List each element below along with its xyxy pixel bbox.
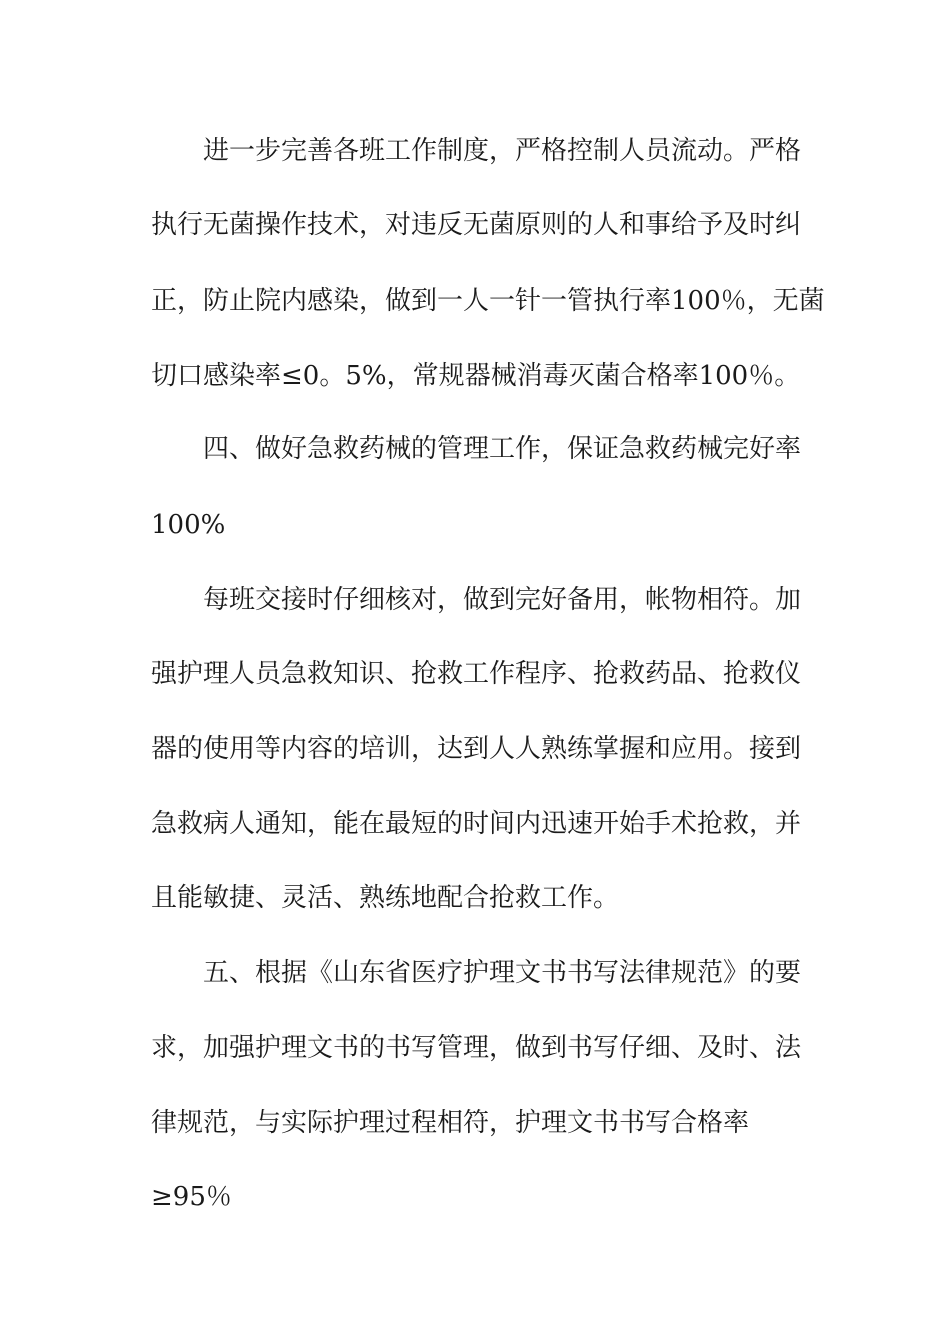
paragraph-line: 进一步完善各班工作制度，严格控制人员流动。严格 [203,136,802,166]
paragraph-line: 执行无菌操作技术，对违反无菌原则的人和事给予及时纠 [151,210,802,240]
paragraph-line: 求，加强护理文书的书写管理，做到书写仔细、及时、法 [151,1033,802,1063]
section-heading-line: 五、根据《山东省医疗护理文书书写法律规范》的要 [203,958,802,988]
paragraph-line: 切口感染率≤0。5%，常规器械消毒灭菌合格率100％。 [151,361,801,391]
paragraph-line: 且能敏捷、灵活、熟练地配合抢救工作。 [151,883,620,913]
paragraph-line: 正，防止院内感染，做到一人一针一管执行率100％，无菌 [151,286,825,316]
paragraph-line: 急救病人通知，能在最短的时间内迅速开始手术抢救，并 [151,809,802,839]
paragraph-line: 强护理人员急救知识、抢救工作程序、抢救药品、抢救仪 [151,659,802,689]
paragraph-line: ≥95％ [151,1182,232,1212]
section-heading-line: 四、做好急救药械的管理工作，保证急救药械完好率 [203,434,802,464]
paragraph-line: 律规范，与实际护理过程相符，护理文书书写合格率 [151,1108,750,1138]
section-heading-line: 100% [151,510,226,540]
paragraph-line: 每班交接时仔细核对，做到完好备用，帐物相符。加 [203,585,802,615]
paragraph-line: 器的使用等内容的培训，达到人人熟练掌握和应用。接到 [151,734,802,764]
